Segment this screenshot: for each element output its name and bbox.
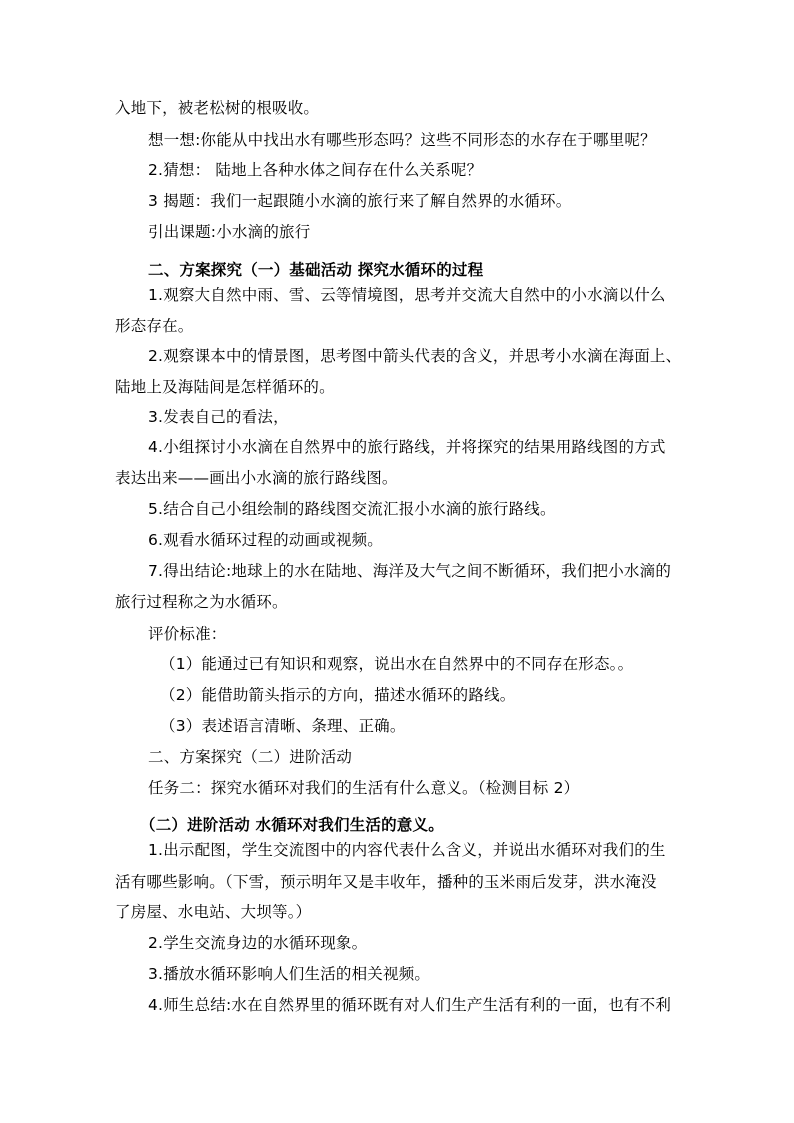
text-line: 1.观察大自然中雨、雪、云等情境图，思考并交流大自然中的小水滴以什么	[148, 286, 666, 304]
section-heading: 二、方案探究（一）基础活动 探究水循环的过程	[148, 261, 484, 279]
text-line: 7.得出结论:地球上的水在陆地、海洋及大气之间不断循环，我们把小水滴的	[148, 562, 672, 580]
text-line: 1.出示配图，学生交流图中的内容代表什么含义，并说出水循环对我们的生	[148, 841, 666, 859]
text-line: 引出课题:小水滴的旅行	[148, 223, 311, 241]
subsection-heading: （二）进阶活动 水循环对我们生活的意义。	[140, 816, 444, 834]
text-line: 活有哪些影响。（下雪，预示明年又是丰收年，播种的玉米雨后发芽，洪水淹没	[115, 873, 657, 891]
text-line: 6.观看水循环过程的动画或视频。	[148, 531, 383, 549]
text-line: 表达出来——画出小水滴的旅行路线图。	[115, 469, 398, 487]
text-line: 陆地上及海陆间是怎样循环的。	[115, 378, 335, 396]
text-line: 2.观察课本中的情景图，思考图中箭头代表的含义，并思考小水滴在海面上、	[148, 347, 682, 365]
text-line: 3 揭题：我们一起跟随小水滴的旅行来了解自然界的水循环。	[148, 192, 572, 210]
text-line: 5.结合自己小组绘制的路线图交流汇报小水滴的旅行路线。	[148, 500, 556, 518]
text-line: 想一想:你能从中找出水有哪些形态吗？这些不同形态的水存在于哪里呢？	[148, 131, 656, 149]
text-line: 4.师生总结:水在自然界里的循环既有对人们生产生活有利的一面，也有不利	[148, 996, 672, 1014]
text-line: 3.播放水循环影响人们生活的相关视频。	[148, 965, 431, 983]
text-line: 入地下，被老松树的根吸收。	[115, 99, 320, 117]
text-line: 2.猜想： 陆地上各种水体之间存在什么关系呢？	[148, 161, 483, 179]
section-heading: 二、方案探究（二）进阶活动	[148, 748, 353, 766]
text-line: 评价标准：	[148, 625, 227, 643]
text-line: 了房屋、水电站、大坝等。）	[115, 903, 312, 921]
text-line: 2.学生交流身边的水循环现象。	[148, 934, 368, 952]
text-line: 3.发表自己的看法，	[148, 408, 289, 426]
text-line: 4.小组探讨小水滴在自然界中的旅行路线，并将探究的结果用路线图的方式	[148, 438, 666, 456]
criteria-item: （1）能通过已有知识和观察，说出水在自然界中的不同存在形态。。	[160, 655, 634, 673]
criteria-item: （3）表述语言清晰、条理、正确。	[160, 717, 406, 735]
task-line: 任务二：探究水循环对我们的生活有什么意义。（检测目标 2）	[148, 779, 580, 797]
text-line: 旅行过程称之为水循环。	[115, 593, 288, 611]
text-line: 形态存在。	[115, 317, 194, 335]
criteria-item: （2）能借助箭头指示的方向，描述水循环的路线。	[160, 686, 516, 704]
